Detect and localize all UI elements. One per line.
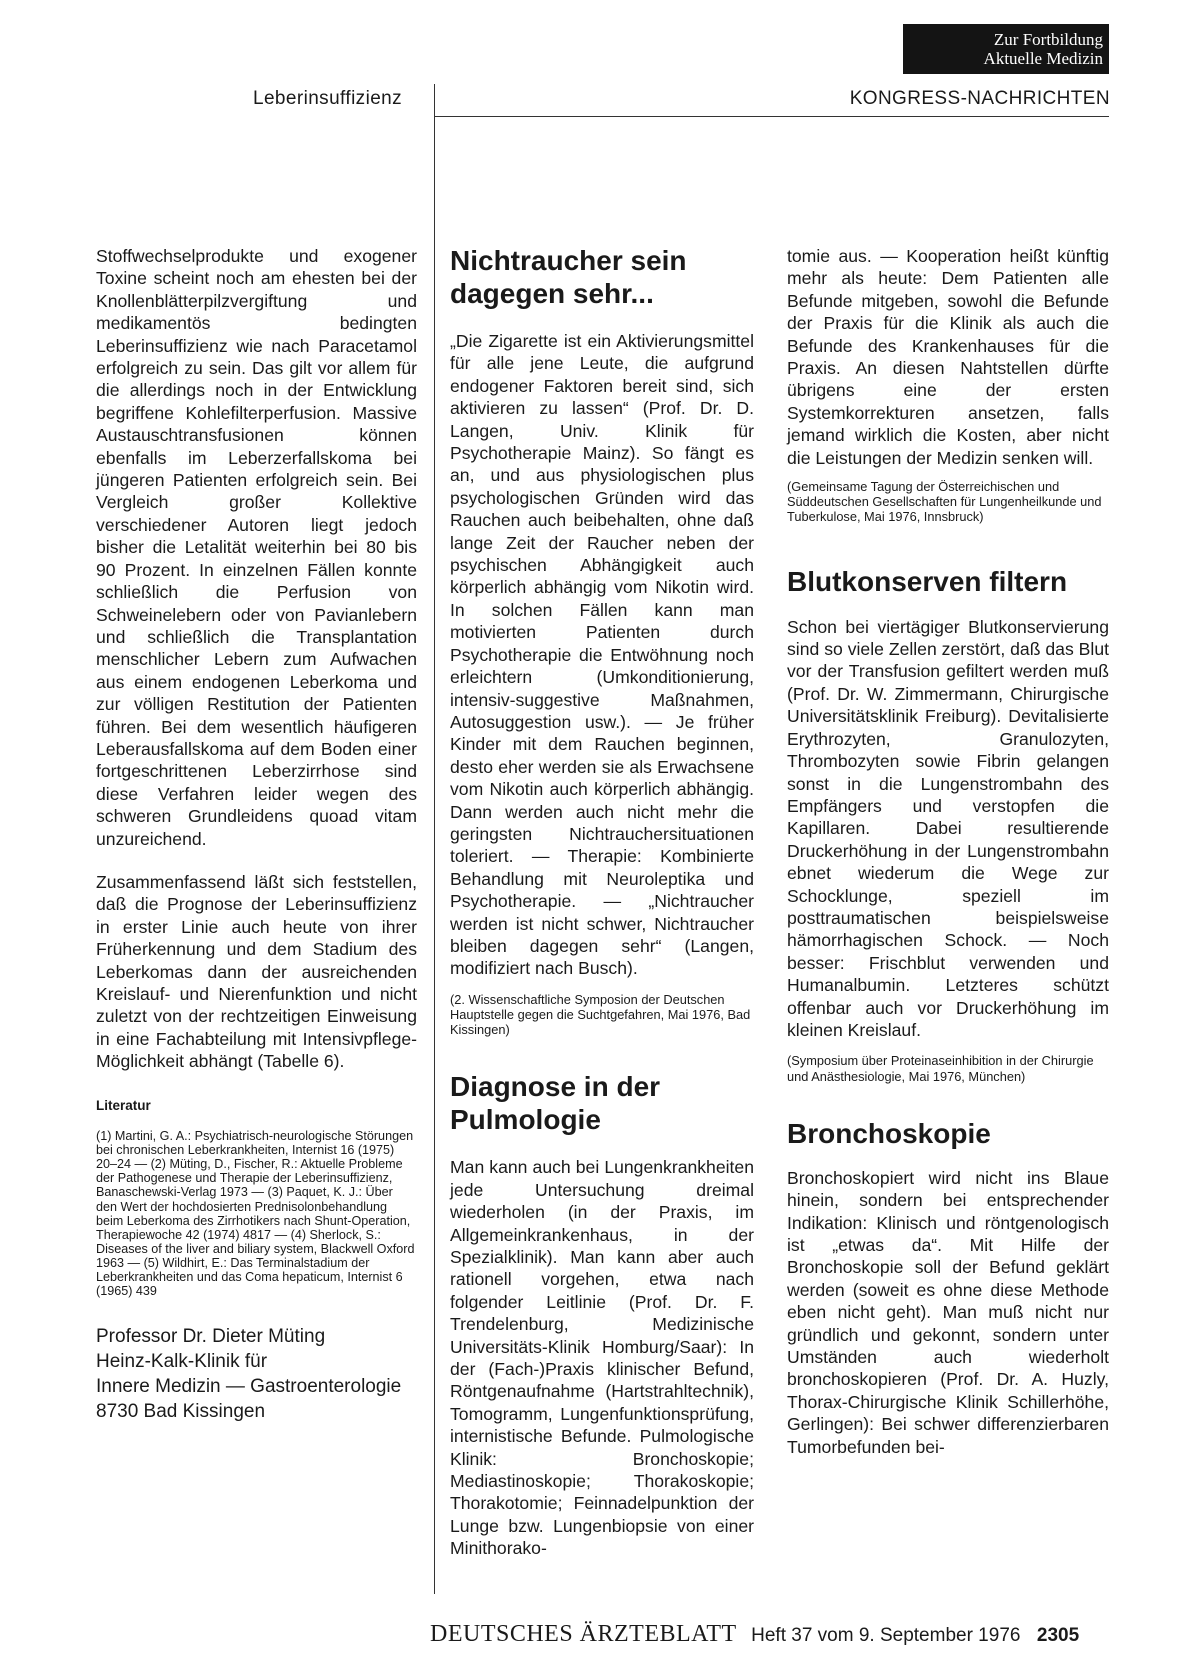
article-heading: Bronchoskopie <box>787 1117 991 1149</box>
journal-name: DEUTSCHES ÄRZTEBLATT <box>430 1621 737 1647</box>
issue-info: Heft 37 vom 9. September 1976 <box>751 1625 1021 1646</box>
article-source: (2. Wissenschaftliche Symposion der Deutschen Hauptstelle gegen die Suchtgefahren, Mai 1976, Bad Kissingen) <box>450 991 751 1038</box>
article-heading: Blutkonserven filtern <box>787 565 1068 597</box>
literature-heading: Literatur <box>96 1097 151 1113</box>
page-footer <box>430 1621 1079 1648</box>
badge-line-2: Aktuelle Medizin <box>983 49 1103 68</box>
column-3 <box>787 245 1109 1458</box>
column-2 <box>450 244 754 1560</box>
section-badge <box>903 24 1109 74</box>
article-body: Man kann auch bei Lungenkrankheiten jede Untersuchung dreimal wiederholen (in der Praxis, im Allgemeinkrankenhaus, in der Spezialklinik). Man kann aber auch rationell vorgehen, etwa nach folgender Leitlinie (Prof. Dr. F. Trendelenburg, Medizinische Universitäts-Klinik Homburg/Saar): In der (Fach-)Praxis klinischer Befund, Röntgenaufnahme (Hartstrahltechnik), Tomogramm, Lungenfunktionsprüfung, internistische Befunde. Pulmologische Klinik: Bronchoskopie; Mediastinoskopie; Thorakoskopie; Thorakotomie; Feinnadelpunktion der Lunge bzw. Lungenbiopsie von einer Minithorako- <box>450 1157 754 1559</box>
column-1 <box>96 245 417 1424</box>
article-heading: Diagnose in der Pulmologie <box>450 1071 661 1136</box>
article-source: (Gemeinsame Tagung der Österreichischen und Süddeutschen Gesellschaften für Lungenheilkunde und Tuberkulose, Mai 1976, Innsbruck) <box>787 479 1102 525</box>
badge-line-1: Zur Fortbildung <box>993 30 1103 49</box>
running-head-right: KONGRESS-NACHRICHTEN <box>849 88 1110 109</box>
article-heading: Nichtraucher sein dagegen sehr... <box>450 245 687 309</box>
article-body: „Die Zigarette ist ein Aktivierungsmittel für alle jene Leute, die aufgrund endogener Faktoren bereit sind, sich aktivieren zu lassen“ (Prof. Dr. D. Langen, Univ. Klinik für Psychotherapie Mainz). So fängt es an, und aus physiologischen plus psychologischen Gründen wird das Rauchen auch beibehalten, ohne daß lange Zeit der Raucher neben der psychischen Abhängigkeit auch körperlich abhängig vom Nikotin wird. In solchen Fällen kann man motivierten Patienten durch Psychotherapie die Entwöhnung noch erleichtern (Umkonditionierung, intensiv-suggestive Maßnahmen, Autosuggestion usw.). — Je früher Kinder mit dem Rauchen beginnen, desto eher werden sie als Erwachsene vom Nikotin auch körperlich abhängig. Dann werden auch nicht mehr die geringsten Nichtrauchersituationen toleriert. — Therapie: Kombinierte Behandlung mit Neuroleptika und Psychotherapie. — „Nichtraucher werden ist nicht schwer, Nichtraucher bleiben dagegen sehr“ (Langen, modifiziert nach Busch). <box>450 331 754 979</box>
article-source: (Symposium über Proteinaseinhibition in der Chirurgie und Anästhesiologie, Mai 1976, München) <box>787 1053 1094 1084</box>
running-head-left: Leberinsuffizienz <box>253 88 403 109</box>
header-rule <box>434 116 1109 117</box>
page-number: 2305 <box>1036 1625 1080 1646</box>
reference-list: (1) Martini, G. A.: Psychiatrisch-neurologische Störungen bei chronischen Leberkrankheiten, Internist 16 (1975) 20–24 — (2) Müting, D., Fischer, R.: Aktuelle Probleme der Pathogenese und Therapie der Leberinsuffizienz, Banaschewski-Verlag 1973 — (3) Paquet, K. J.: Über den Wert der hochdosierten Prednisolonbehandlung beim Leberkoma des Zirrhotikers nach Shunt-Operation, Therapiewoche 42 (1974) 4817 — (4) Sherlock, S.: Diseases of the liver and biliary system, Blackwell Oxford 1963 — (5) Wildhirt, E.: Das Terminalstadium der Leberkrankheiten und das Coma hepaticum, Internist 6 (1965) 439 <box>96 1129 415 1299</box>
article-body: Schon bei viertägiger Blutkonservierung sind so viele Zellen zerstört, daß das Blut vor der Transfusion gefiltert werden muß (Prof. Dr. W. Zimmermann, Chirurgische Universitätsklinik Freiburg). Devitalisierte Erythrozyten, Granulozyten, Thrombozyten sowie Fibrin gelangen sonst in die Lungenstrombahn des Empfängers und verstopfen die Kapillaren. Dabei resultierende Druckerhöhung in der Lungenstrombahn ebnet wiederum die Wege zur Schocklunge, speziell im posttraumatischen beispielsweise hämorrhagischen Schock. — Noch besser: Frischblut verwenden und Humanalbumin. Letzteres schützt offenbar auch vor Druckerhöhung im kleinen Kreislauf. <box>787 616 1109 1040</box>
body-paragraph: Stoffwechselprodukte und exogener Toxine scheint noch am ehesten bei der Knollenblätterpilzvergiftung und medikamentös bedingten Leberinsuffizienz wie nach Paracetamol erfolgreich zu sein. Das gilt vor allem für die allerdings noch in der Entwicklung begriffene Kohlefilterperfusion. Massive Austauschtransfusionen können ebenfalls im Leberzerfallskoma bei jüngeren Patienten erfolgreich sein. Bei Vergleich großer Kollektive verschiedener Autoren liegt jedoch bisher die Letalität weiterhin bei 80 bis 90 Prozent. In einzelnen Fällen konnte schließlich die Perfusion von Schweinelebern oder von Pavianlebern und schließlich die Transplantation menschlicher Lebern zum Aufwachen aus einem endogenen Leberkoma und zur völligen Restitution der Patienten führen. Bei dem wesentlich häufigeren Leberausfallskoma auf dem Boden einer fortgeschrittenen Leberzirrhose sind diese Verfahren leider wegen des schweren Grundleidens quoad vitam unzureichend. <box>96 246 417 849</box>
article-body: tomie aus. — Kooperation heißt künftig mehr als heute: Dem Patienten alle Befunde mitgeben, sowohl die Befunde der Praxis für die Klinik als auch die Befunde des Krankenhauses für die Praxis. An diesen Nahtstellen dürfte übrigens eine der ersten Systemkorrekturen ansetzen, falls jemand wirklich die Kosten, aber nicht die Leistungen der Medizin senken will. <box>787 246 1109 468</box>
author-address: Professor Dr. Dieter Müting Heinz-Kalk-Klinik für Innere Medizin — Gastroenterologie 8730 Bad Kissingen <box>96 1326 402 1423</box>
article-body: Bronchoskopiert wird nicht ins Blaue hinein, sondern bei entsprechender Indikation: Klinisch und röntgenologisch ist „etwas da“. Mit Hilfe der Bronchoskopie soll der Befund geklärt werden (soweit es ohne diese Methode eben nicht geht). Man muß nicht nur gründlich und gekonnt, sondern unter Umständen auch wiederholt bronchoskopieren (Prof. Dr. A. Huzly, Thorax-Chirurgische Klinik Schillerhöhe, Gerlingen): Bei schwer differenzierbaren Tumorbefunden bei- <box>787 1167 1109 1457</box>
column-rule-left <box>434 84 435 1594</box>
body-paragraph: Zusammenfassend läßt sich feststellen, daß die Prognose der Leberinsuffizienz in erster Linie auch heute von ihrer Früherkennung und dem Stadium des Leberkomas dann der ausreichenden Kreislauf- und Nierenfunktion und nicht zuletzt von der rechtzeitigen Einweisung in eine Fachabteilung mit Intensivpflege-Möglichkeit abhängt (Tabelle 6). <box>96 871 417 1072</box>
